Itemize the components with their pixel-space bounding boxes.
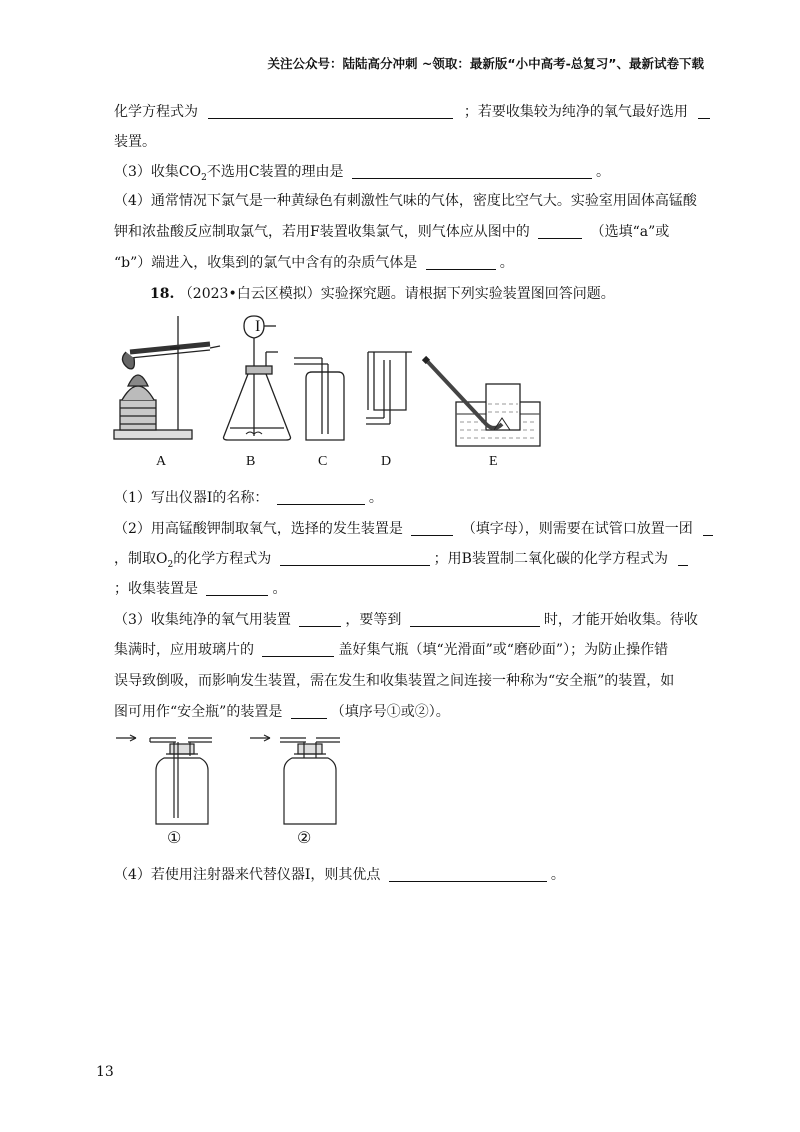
- apparatus-label-b: B: [246, 454, 256, 469]
- answer-blank[interactable]: [352, 164, 592, 179]
- q18-part1: （1）写出仪器I的名称： 。: [114, 490, 383, 506]
- apparatus-label-d: D: [381, 454, 392, 469]
- q18-part2-line2: ，制取$O_2$的化学方程式为 ；用B装置制二氧化碳的化学方程式为: [114, 548, 688, 570]
- answer-blank[interactable]: [280, 551, 430, 566]
- answer-blank[interactable]: [678, 551, 688, 566]
- q18-part2: （2）用高锰酸钾制取氧气，选择的发生装置是 （填字母），则需要在试管口放置一团: [114, 518, 713, 538]
- answer-blank[interactable]: [703, 521, 713, 536]
- q17-line6: “b”）端进入，收集到的氯气中含有的杂质气体是 。: [114, 255, 514, 271]
- funnel-label-i: I: [255, 318, 261, 335]
- q17-line5: 钾和浓盐酸反应制取氯气，若用F装置收集氯气，则气体应从图中的 （选填“a”或: [114, 224, 670, 240]
- apparatus-figure: [110, 312, 550, 474]
- answer-blank[interactable]: [698, 104, 710, 119]
- answer-blank[interactable]: [277, 490, 365, 505]
- bottle-2: [250, 735, 340, 824]
- apparatus-label-c: C: [318, 454, 328, 469]
- apparatus-e: [424, 358, 540, 446]
- q18-part4: （4）若使用注射器来代替仪器I，则其优点 。: [114, 867, 565, 883]
- q18-part3-line3: 误导致倒吸，而影响发生装置，需在发生和收集装置之间连接一种称为“安全瓶”的装置，如: [114, 673, 675, 689]
- q17-line1: 化学方程式为 ；若要收集较为纯净的氧气最好选用: [114, 101, 710, 121]
- apparatus-c: [294, 358, 344, 440]
- apparatus-a: [114, 316, 220, 439]
- answer-blank[interactable]: [389, 867, 547, 882]
- q18-part3-line2: 集满时，应用玻璃片的 盖好集气瓶（填“光滑面”或“磨砂面”）；为防止操作错: [114, 642, 669, 658]
- answer-blank[interactable]: [538, 224, 582, 239]
- apparatus-d: [366, 352, 412, 424]
- answer-blank[interactable]: [208, 104, 453, 119]
- q18-part3: （3）收集纯净的氧气用装置 ，要等到 时，才能开始收集。待收: [114, 612, 698, 628]
- safety-bottles-figure: [114, 728, 344, 828]
- q18-part3-line4: 图可用作“安全瓶”的装置是 （填序号①或②）。: [114, 704, 450, 720]
- page-header: 关注公众号：陆陆高分冲刺 ~领取：最新版“小中高考-总复习”、最新试卷下载: [267, 56, 704, 71]
- answer-blank[interactable]: [299, 612, 341, 627]
- q17-line3: （3）收集$CO_2$不选用C装置的理由是 。: [114, 164, 611, 183]
- q17-line4: （4）通常情况下氯气是一种黄绿色有刺激性气味的气体，密度比空气大。实验室用固体高锰酸: [114, 193, 697, 209]
- q18-intro: 18. （2023•白云区模拟）实验探究题。请根据下列实验装置图回答问题。: [150, 286, 615, 302]
- answer-blank[interactable]: [262, 642, 334, 657]
- apparatus-label-e: E: [489, 454, 498, 469]
- bottle-label-2: ②: [297, 830, 312, 847]
- answer-blank[interactable]: [410, 612, 540, 627]
- apparatus-label-a: A: [156, 454, 167, 469]
- page-number: 13: [96, 1064, 114, 1080]
- answer-blank[interactable]: [426, 255, 496, 270]
- answer-blank[interactable]: [291, 704, 327, 719]
- bottle-label-1: ①: [167, 830, 182, 847]
- q17-line2: 装置。: [114, 134, 156, 150]
- bottle-1: [116, 735, 212, 824]
- q18-part2-line3: ；收集装置是 。: [114, 581, 287, 597]
- answer-blank[interactable]: [206, 581, 268, 596]
- answer-blank[interactable]: [411, 521, 453, 536]
